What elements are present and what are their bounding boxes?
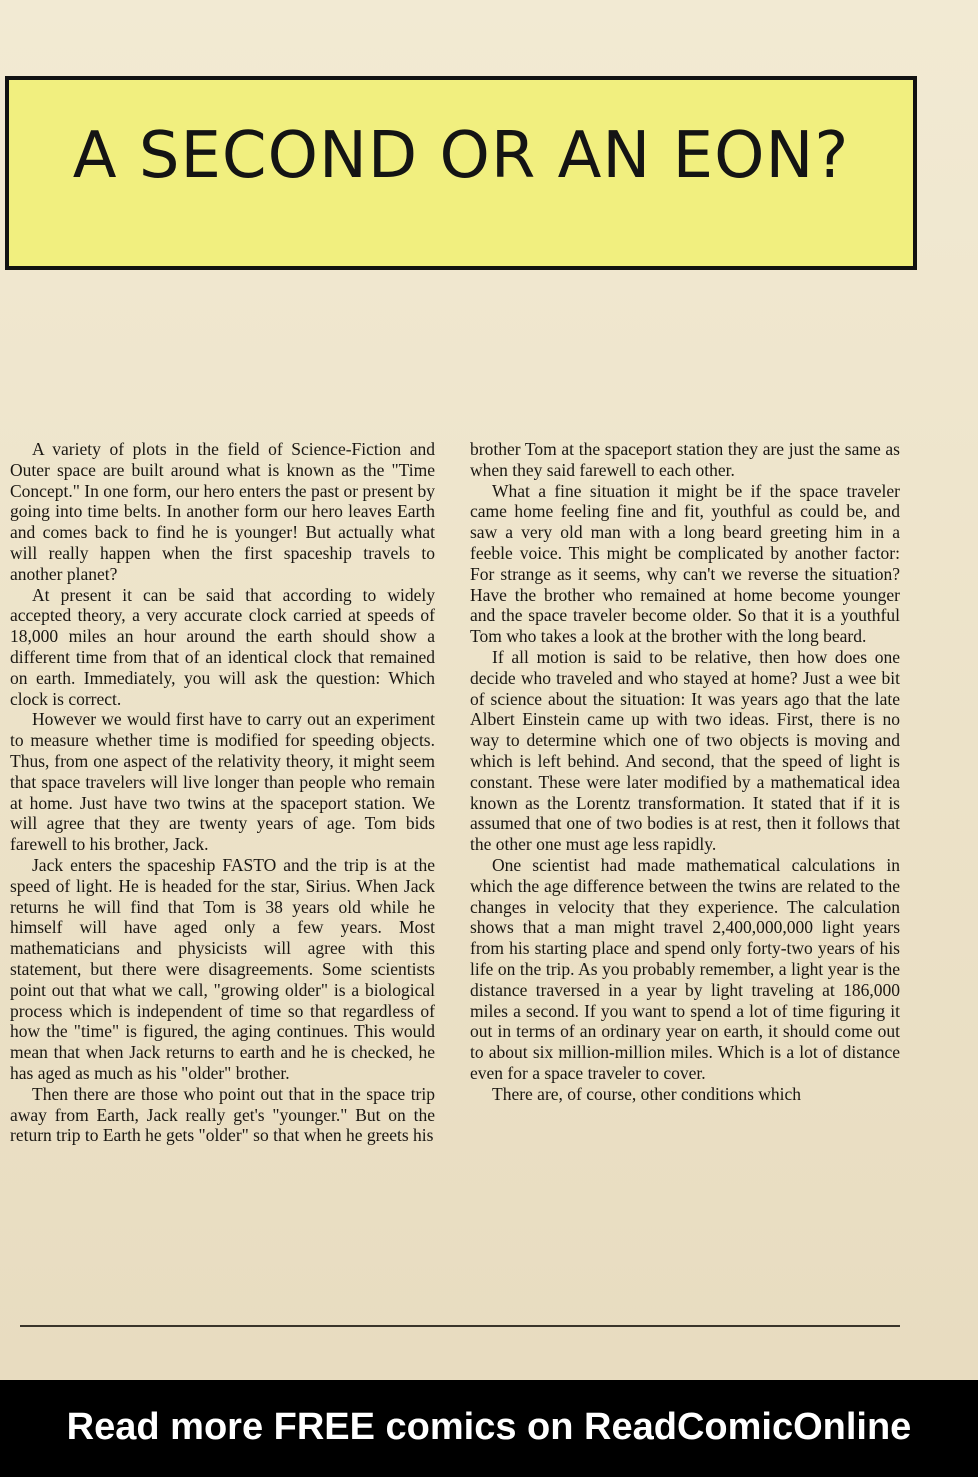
article-paragraph: Jack enters the spaceship FASTO and the trip is at the speed of light. He is headed for the star, Sirius. When Jack returns he will find that Tom is 38 years old while he himself will have aged only a few years. Most mathematicians and physicists will agree with this statement, but there were disagreements. Some scientists point out that what we call, "growing older" is a biological process which is independent of time so that regardless of how the "time" is figured, the aging continues. This would mean that when Jack returns to earth and he is checked, he has aged as much as his "older" brother. xyxy=(10,854,435,1083)
title-banner xyxy=(5,76,917,270)
article-paragraph: One scientist had made mathematical calculations in which the age difference between the twins are related to the changes in velocity that they experience. The calculation shows that a man might travel 2,400,000,000 light years from his starting place and spend only forty-two years of his life on the trip. As you probably remember, a light year is the distance traversed in a year by light traveling at 186,000 miles a second. If you want to spend a lot of time figuring it out in terms of an ordinary year on earth, it should come out to about six million-million miles. Which is a lot of distance even for a space traveler to cover. xyxy=(470,854,900,1083)
footer-link[interactable]: Read more FREE comics on ReadComicOnline xyxy=(66,1406,912,1448)
article-paragraph: Then there are those who point out that in the space trip away from Earth, Jack really get's "younger." But on the return trip to Earth he gets "older" so that when he greets his xyxy=(10,1083,435,1146)
article-column-left xyxy=(10,439,435,1146)
bottom-divider xyxy=(20,1325,900,1327)
footer-banner xyxy=(0,1380,978,1477)
article-paragraph: There are, of course, other conditions which xyxy=(492,1083,802,1104)
article-paragraph: A variety of plots in the field of Science-Fiction and Outer space are built around what is known as the "Time Concept." In one form, our hero enters the past or present by going into time belts. In another form our hero leaves Earth and comes back to find he is younger! But actually what will really happen when the first spaceship travels to another planet? xyxy=(10,439,435,584)
article-paragraph: brother Tom at the spaceport station they are just the same as when they said farewell to each other. xyxy=(470,439,900,480)
article-paragraph: If all motion is said to be relative, then how does one decide who traveled and who stayed at home? Just a wee bit of science about the situation: It was years ago that the late Albert Einstein came up with two ideas. First, there is no way to determine which one of two objects is moving and which is left behind. And second, that the speed of light is constant. These were later modified by a mathematical idea known as the Lorentz transformation. It stated that if it is assumed that one of two bodies is at rest, then it follows that the other one must age less rapidly. xyxy=(470,646,900,855)
article-paragraph: At present it can be said that according to widely accepted theory, a very accurate clock carried at speeds of 18,000 miles an hour around the earth should show a different time from that of an identical clock that remained on earth. Immediately, you will ask the question: Which clock is correct. xyxy=(10,584,435,709)
article-column-right xyxy=(470,439,900,1105)
article-paragraph: What a fine situation it might be if the space traveler came home feeling fine and fit, youthful as could be, and saw a very old man with a long beard greeting him in a feeble voice. This might be complicated by another factor: For strange as it seems, why can't we reverse the situation? Have the brother who remained at home become younger and the space traveler become older. So that it is a youthful Tom who takes a look at the brother with the long beard. xyxy=(470,480,900,647)
article-paragraph: However we would first have to carry out an experiment to measure whether time is modified for speeding objects. Thus, from one aspect of the relativity theory, it might seem that space travelers will live longer than people who remain at home. Just have two twins at the spaceport station. We will agree that they are twenty years of age. Tom bids farewell to his brother, Jack. xyxy=(10,709,435,855)
page-title: A SECOND OR AN EON? xyxy=(72,119,850,193)
